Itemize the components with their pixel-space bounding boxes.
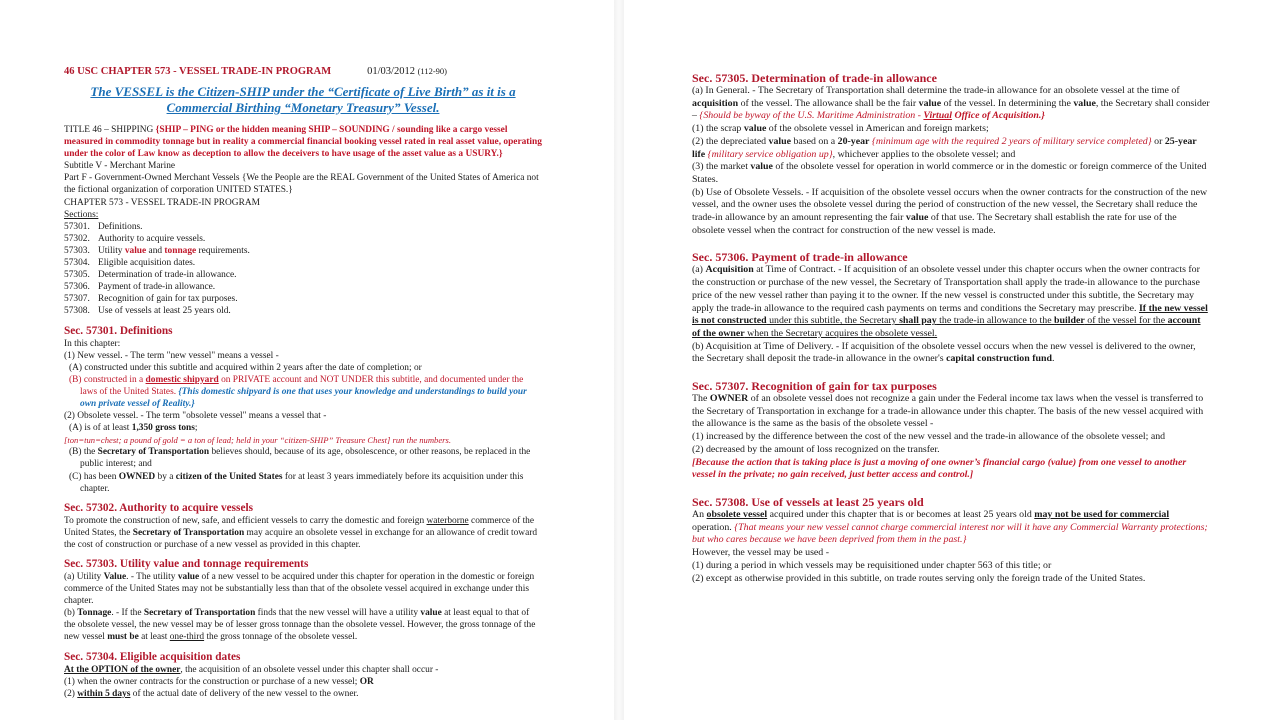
text-run: the trade-in allowance to the [936,315,1055,327]
text-run: (A) is of at least [69,423,132,434]
emphasis: capital construction fund [946,353,1052,365]
emphasis: OWNED [118,471,156,482]
emphasis: 20-year [837,135,870,147]
text-run: of a new vessel to be acquired under this chapter for operation in the domestic or foreign commerce of the United States may not be substantially less than that of the obsolete vessel acquired in exchange under this chapter. [64,572,535,607]
text-run: at Time of Contract. - If acquisition of an obsolete vessel under this chapter occurs when the owner contracts for the construction or purchase of the new vessel, the Secretary of Transportation shall apply the trade-in allowance to the purchase price of the new vessel rather than paying it to the owner. If the new vessel is constructed under this subtitle, the Secretary may apply the trade-in allowance to the required cash payments on terms and conditions the Secretary may prescribe. [692,264,1200,314]
section-57308-body [692,509,1210,585]
document-subtitle [64,84,542,115]
emphasis: within 5 days [77,688,131,699]
list-item [64,676,542,688]
text-run: of the vessel. The allowance shall be the fair [738,97,919,109]
section-57304-body [64,664,542,700]
list-item: (2) Obsolete vessel. - The term "obsolete vessel" means a vessel that - [64,411,327,422]
section-heading-57306: Sec. 57306. Payment of trade-in allowance [692,250,908,265]
text-run: ; [194,423,198,434]
toc-number: 57308. [64,306,90,317]
subtitle-v: Subtitle V - Merchant Marine [64,161,176,172]
list-item [692,136,1210,161]
emphasis: value [743,123,767,135]
text-run: the gross tonnage of the obsolete vessel. [204,632,358,643]
paragraph: However, the vessel may be used - [692,547,829,559]
text-run: of the obsolete vessel in American and foreign markets; [766,123,989,135]
list-item [64,374,542,410]
emphasis: 1,350 gross tons [131,423,195,434]
list-item [64,446,542,470]
list-item: (1) during a period in which vessels may be requisitioned under chapter 563 of this title; or [692,559,1052,571]
toc-number: 57305. [64,270,90,281]
toc-title: Payment of trade-in allowance. [98,282,216,293]
list-item [64,688,542,700]
document-header [64,66,542,77]
section-heading-57305: Sec. 57305. Determination of trade-in allowance [692,71,937,85]
emphasis: acquisition [692,97,739,109]
text-run: of that use. The Secretary shall establish the rate for use of the obsolete vessel when the contract for construction of the new vessel is made. [692,212,1177,236]
subtitle-line-1: The VESSEL is the Citizen-SHIP under the “Certificate of Live Birth” as it is a [90,84,516,99]
toc-text: and [146,245,165,256]
toc-row [64,281,542,293]
section-heading-57308: Sec. 57308. Use of vessels at least 25 years old [692,494,924,509]
paragraph [692,341,1210,366]
text-run: may acquire an obsolete vessel in exchange for an allowance of credit toward the cost of construction or purchase of a new vessel as provided in this chapter. [64,527,538,550]
text-run: of the vessel. In determining the [941,97,1074,109]
text-run: . - If the [111,608,144,619]
text-run: (C) has been [69,471,119,482]
text-run: Office of Acquisition.} [951,110,1045,122]
document-date [367,66,447,77]
text-run: by a [155,471,176,482]
title-block [64,124,542,318]
emphasis: must be [107,632,139,643]
emphasis: If the new vessel is not constructed [692,302,1208,327]
text-run: (a) [692,264,706,276]
emphasis: Secretary of Transportation [132,527,245,538]
toc-title: Recognition of gain for tax purposes. [98,294,238,305]
section-heading-57301: Sec. 57301. Definitions [64,324,173,337]
toc-title: Determination of trade-in allowance. [98,270,237,281]
text-run: (3) the market [692,161,751,173]
emphasis: value [905,212,929,224]
paragraph [64,664,542,676]
text-run: finds that the new vessel will have a utility [255,608,421,619]
title-line [64,124,542,160]
section-heading-57302: Sec. 57302. Authority to acquire vessels [64,501,254,514]
emphasis: value [420,608,442,619]
document-title: 46 USC CHAPTER 573 - VESSEL TRADE-IN PROGRAM [64,66,332,77]
text-run: (B) the [69,447,98,458]
text-run: or [1151,135,1165,147]
toc-title: Eligible acquisition dates. [98,258,196,269]
text-run: of the vessel for the [1084,315,1168,327]
toc-row [64,257,542,269]
section-57303-body [64,571,542,644]
text-run: acquired under this chapter that is or becomes at least 25 years old [767,508,1035,520]
emphasis: Value [103,572,127,582]
paragraph [692,509,1210,547]
emphasis: domestic shipyard [145,374,219,385]
toc-row [64,305,542,317]
toc-number: 57302. [64,233,90,244]
table-of-contents [64,221,542,318]
emphasis: OWNER [709,393,749,405]
toc-row [64,233,542,245]
text-run: An [692,508,707,520]
emphasis: value [750,161,773,173]
emphasis: OR [359,676,374,687]
toc-title: Use of vessels at least 25 years old. [98,306,231,317]
toc-number: 57306. [64,282,90,293]
text-run: on PRIVATE account and NOT UNDER this subtitle, and documented under the laws of the United States. [80,374,524,397]
annotation-note: {minimum age with the required 2 years of military service completed} [869,135,1152,147]
emphasis: obsolete vessel [706,508,768,520]
text-run: (b) Acquisition at Time of Delivery. - If acquisition of the obsolete vessel occurs when the new vessel is delivered to the owner, the Secretary shall deposit the trade-in allowance in the owner's [692,340,1196,365]
text-run: , the Secretary shall consider – [692,97,1210,122]
emphasis: shall pay [899,315,937,327]
toc-number: 57303. [64,245,90,256]
part-f: Part F - Government-Owned Merchant Vessels {We the People are the REAL Government of the United States of America not the fictional organization of corporation UNITED STATES.} [64,173,539,196]
list-item: (1) New vessel. - The term "new vessel" means a vessel - [64,350,279,361]
text-run: . - The utility [126,572,178,582]
toc-title: Authority to acquire vessels. [98,233,206,244]
list-item: (2) except as otherwise provided in this subtitle, on trade routes serving only the foreign trade of the United States. [692,572,1146,584]
list-item [64,471,542,495]
text-run: of the actual date of delivery of the new vessel to the owner. [130,688,359,699]
emphasis: At the OPTION of the owner [64,664,181,675]
text-run: under this subtitle, the Secretary [766,315,900,327]
paragraph [692,187,1210,238]
section-57301-body [64,338,542,495]
text-run: {Should be byway of the U.S. Maritime Administration - [699,110,924,122]
text-run: (b) [64,608,78,619]
list-item: (1) increased by the difference between the cost of the new vessel and the trade-in allowance of the obsolete vessel; and [692,431,1166,443]
toc-row [64,269,542,281]
emphasis: value [1073,97,1096,109]
text-run: at least equal to that of the obsolete vessel, the new vessel may be of lesser gross tonnage than the obsolete vessel. However, the gross tonnage of the new vessel [64,608,536,643]
text-run: for at least 3 years immediately before its acquisition under this chapter. [80,471,524,494]
section-57302-body [64,515,542,551]
toc-number: 57304. [64,258,90,269]
emphasis: account of the owner [692,315,1201,339]
text-run: . [1051,353,1055,365]
text-run: , whichever applies to the obsolete vessel; and [832,148,1016,160]
section-heading-57303: Sec. 57303. Utility value and tonnage requirements [64,558,309,570]
paragraph [64,607,542,643]
toc-row [64,221,542,233]
sections-label: Sections: [64,209,99,220]
text-run: of the obsolete vessel for operation in world commerce or in the domestic or foreign commerce of the United States. [692,161,1207,185]
left-page [0,0,614,720]
subtitle-line-2: Commercial Birthing “Monetary Treasury” Vessel. [166,99,440,115]
toc-title [98,245,250,257]
emphasis: value [177,572,200,582]
text-run: commerce of the United States, the [64,515,535,538]
paragraph [692,264,1210,340]
emphasis: may not be used for commercial [1034,508,1170,520]
text-run: operation. [692,521,735,533]
title-label: TITLE 46 – SHIPPING [64,125,156,135]
paragraph [692,85,1210,123]
text-run: believes should, because of its age, obsolescence, or other reasons, be replaced in the public interest; and [80,447,531,470]
list-item [692,161,1210,186]
annotation-note: {That means your new vessel cannot charge commercial interest nor will it have any Commercial Warranty protections; but who cares because we have been deprived from them in the past.} [692,521,1208,546]
list-item: (2) decreased by the amount of loss recognized on the transfer. [692,443,940,455]
text-run: when the Secretary acquires the obsolete vessel. [744,327,938,339]
emphasis: 25-year life [692,135,1197,160]
text-run: (2) the depreciated [692,135,769,147]
list-item [692,123,1210,136]
text-run: The [692,393,710,405]
text-run: at least [138,632,170,643]
text-run: (a) Utility [64,572,104,582]
title-annotation: {SHIP – PING or the hidden meaning SHIP – SOUNDING / sounding like a cargo vessel measured in commodity tonnage but in reality a commercial financial booking vessel rated in real asset value, operating under the color of Law know as deception to allow the deceivers to have usage of the asset value as a USURY.} [64,125,542,160]
paragraph [64,571,542,607]
list-item: (A) constructed under this subtitle and acquired within 2 years after the date of completion; or [69,362,422,373]
toc-row [64,245,542,257]
annotation-note: [ton=tun=chest; a pound of gold = a ton of lead; held in your “citizen-SHIP” Treasure Chest] run the numbers. [64,435,451,446]
page-gutter [614,0,624,720]
toc-row [64,293,542,305]
text-run: (B) constructed in a [69,374,146,385]
paragraph [64,515,542,551]
emphasis: Acquisition [705,264,754,276]
chapter-line: CHAPTER 573 - VESSEL TRADE-IN PROGRAM [64,197,260,208]
right-page [624,0,1280,720]
section-57307-body [692,393,1210,482]
text-run: (a) In General. - The Secretary of Transportation shall determine the trade-in allowance for an obsolete vessel at the time of [692,85,1180,96]
date-code: (112-90) [417,66,448,76]
paragraph [692,393,1210,431]
emphasis: Secretary of Transportation [143,608,256,619]
toc-text: requirements. [196,245,250,256]
intro-text: In this chapter: [64,338,121,349]
section-heading-57307: Sec. 57307. Recognition of gain for tax purposes [692,379,937,394]
section-57305-body [692,85,1210,237]
emphasis: one-third [169,632,205,643]
emphasis: Virtual [923,110,952,122]
annotation-note: {military service obligation up} [705,148,833,160]
emphasis: value [768,135,791,147]
emphasis: value [918,97,942,109]
toc-title: Definitions. [98,221,143,232]
text-run: (b) Use of Obsolete Vessels. - If acquisition of the obsolete vessel occurs when the owner contracts for the construction of the new vessel, and the owner uses the obsolete vessel during the period of construction of the new vessel, the Secretary shall reduce the trade-in allowance by an amount representing the fair [692,186,1208,224]
text-run: (2) [64,688,78,699]
toc-number: 57301. [64,221,90,232]
text-run: based on a [791,135,838,147]
toc-highlight: tonnage [164,245,197,256]
text-run: (1) when the owner contracts for the construction or purchase of a new vessel; [64,676,360,687]
right-column [692,71,1210,585]
text-run: (1) the scrap [692,123,744,135]
text-run: of an obsolete vessel does not recognize a gain under the Federal income tax laws when the vessel is transferred to the Secretary of Transportation in exchange for a trade-in allowance under this chapter. The basis of the new vessel acquired with the allowance is the same as the basis of the obsolete vessel - [692,393,1204,430]
list-item [64,422,542,434]
annotation-note: [Because the action that is taking place is just a moving of one owner’s financial cargo (value) from one vessel to another vessel in the private; no gain received, just better access and control.] [692,456,1187,481]
toc-number: 57307. [64,294,90,305]
text-run: To promote the construction of new, safe, and efficient vessels to carry the domestic and foreign [64,515,427,526]
text-run: , the acquisition of an obsolete vessel under this chapter shall occur - [180,664,439,675]
date-value: 01/03/2012 [367,66,415,77]
emphasis: Tonnage [77,608,112,619]
toc-highlight: value [124,245,147,256]
emphasis: citizen of the United States [175,471,283,482]
annotation-note [699,110,1044,121]
annotation-note: {This domestic shipyard is one that uses your knowledge and understandings to build your own private vessel of Reality.} [80,386,527,409]
section-57306-body [692,264,1210,366]
toc-text: Utility [98,245,125,256]
emphasis: Secretary of Transportation [97,447,210,458]
left-column [64,66,542,700]
section-heading-57304: Sec. 57304. Eligible acquisition dates [64,650,241,663]
emphasis: builder [1054,315,1085,327]
emphasis: waterborne [426,515,469,526]
